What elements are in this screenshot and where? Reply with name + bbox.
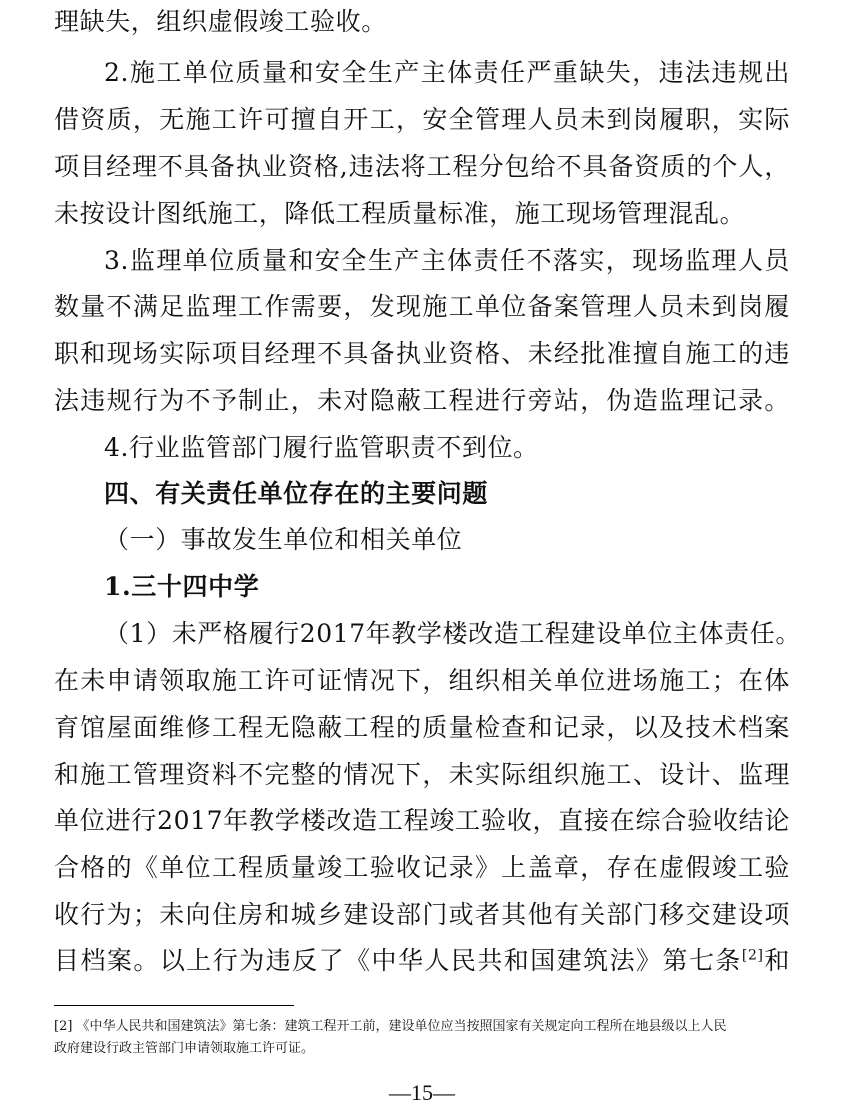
text-line: 法违规行为不予制止，未对隐蔽工程进行旁站，伪造监理记录。 bbox=[54, 386, 790, 415]
page-number: —15— bbox=[389, 1080, 455, 1105]
section-heading: 四、有关责任单位存在的主要问题 bbox=[104, 479, 489, 508]
text-line: 未按设计图纸施工，降低工程质量标准，施工现场管理混乱。 bbox=[54, 199, 746, 228]
text-line: 项目经理不具备执业资格,违法将工程分包给不具备资质的个人， bbox=[54, 152, 790, 181]
text-line: 育馆屋面维修工程无隐蔽工程的质量检查和记录，以及技术档案 bbox=[54, 713, 790, 742]
text-line: 在未申请领取施工许可证情况下，组织相关单位进场施工；在体 bbox=[54, 666, 790, 695]
text-line: 借资质，无施工许可擅自开工，安全管理人员未到岗履职，实际 bbox=[54, 105, 790, 134]
text-line: 2.施工单位质量和安全生产主体责任严重缺失，违法违规出 bbox=[104, 58, 790, 87]
text-line: 单位进行2017年教学楼改造工程竣工验收，直接在综合验收结论 bbox=[54, 806, 790, 835]
text-line: （1）未严格履行2017年教学楼改造工程建设单位主体责任。 bbox=[104, 619, 801, 648]
text-line: 4.行业监管部门履行监管职责不到位。 bbox=[104, 433, 539, 462]
text-line: 职和现场实际项目经理不具备执业资格、未经批准擅自施工的违 bbox=[54, 339, 790, 368]
footnote-line: 政府建设行政主管部门申请领取施工许可证。 bbox=[54, 1041, 315, 1056]
text-segment: 和 bbox=[763, 946, 790, 975]
text-line-with-ref bbox=[54, 943, 790, 979]
text-line: 3.监理单位质量和安全生产主体责任不落实，现场监理人员 bbox=[104, 246, 790, 275]
text-line: 收行为；未向住房和城乡建设部门或者其他有关部门移交建设项 bbox=[54, 900, 790, 929]
text-line: 合格的《单位工程质量竣工验收记录》上盖章，存在虚假竣工验 bbox=[54, 853, 790, 882]
subsection-heading: （一）事故发生单位和相关单位 bbox=[104, 525, 463, 554]
footnote-ref: [2] bbox=[741, 947, 764, 964]
item-heading: 1.三十四中学 bbox=[104, 572, 260, 601]
footnote-line: [2] 《中华人民共和国建筑法》第七条：建筑工程开工前，建设单位应当按照国家有关规定向工程所在地县级以上人民 bbox=[54, 1019, 727, 1034]
text-line: 和施工管理资料不完整的情况下，未实际组织施工、设计、监理 bbox=[54, 760, 790, 789]
footnote-divider bbox=[54, 1005, 294, 1006]
text-segment: 目档案。以上行为违反了《中华人民共和国建筑法》第七条 bbox=[54, 946, 742, 975]
text-line: 理缺失，组织虚假竣工验收。 bbox=[54, 7, 387, 36]
text-line: 数量不满足监理工作需要，发现施工单位备案管理人员未到岗履 bbox=[54, 292, 790, 321]
